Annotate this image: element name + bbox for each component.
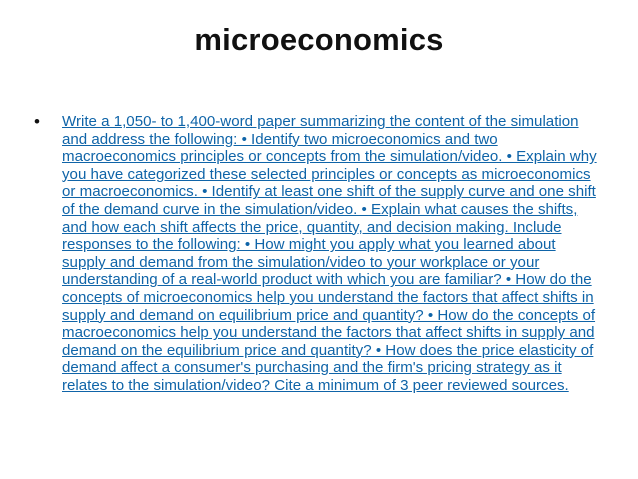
bullet-list (34, 113, 604, 395)
list-item (34, 113, 604, 395)
slide-title: microeconomics (194, 22, 444, 57)
bullet-marker: • (34, 112, 40, 131)
assignment-link[interactable]: Write a 1,050- to 1,400-word paper summarizing the content of the simulation and address the following: • Identify two microeconomics and two macroeconomics principles or concepts from the simulation/video. • Explain why you have categorized these selected principles or concepts as microeconomics or macroeconomics. • Identify at least one shift of the supply curve and one shift of the demand curve in the simulation/video. • Explain what causes the shifts, and how each shift affects the price, quantity, and decision making. Include responses to the following: • How might you apply what you learned about supply and demand from the simulation/video to your workplace or your understanding of a real-world product with which you are familiar? • How do the concepts of microeconomics help you understand the factors that affect shifts in supply and demand on equilibrium price and quantity? • How do the concepts of macroeconomics help you understand the factors that affect shifts in supply and demand on the equilibrium price and quantity? • How does the price elasticity of demand affect a consumer's purchasing and the firm's pricing strategy as it relates to the simulation/video? Cite a minimum of 3 peer reviewed sources. (62, 113, 597, 394)
